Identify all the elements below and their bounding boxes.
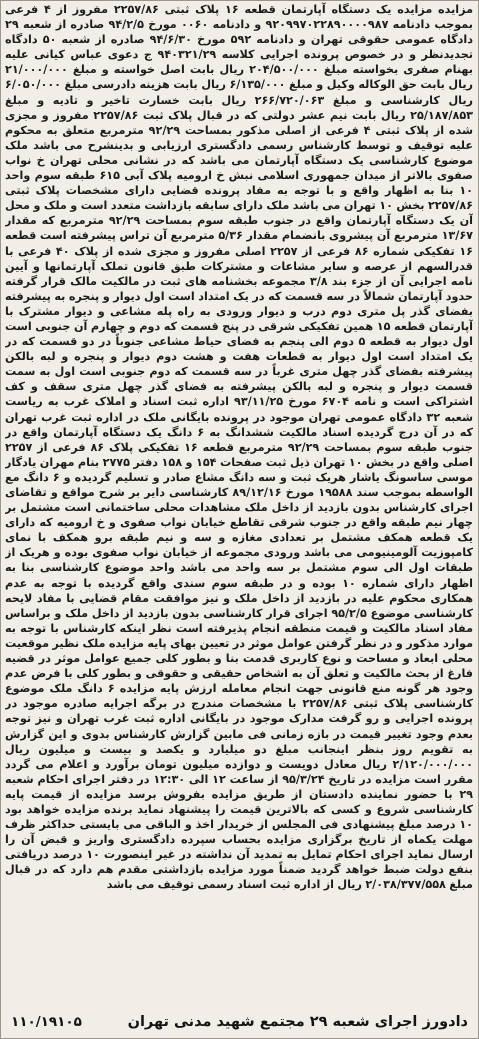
notice-footer xyxy=(1,1006,478,1038)
notice-code: ۱۱۰/۱۹۱۰۵ xyxy=(11,1014,82,1030)
notice-body: مزایده مزایده یک دستگاه آپارتمان قطعه ۱۶ پلاک ثبتی ۲۲۵۷/۸۶ مفروز از ۴ فرعی بموجب دادنامه ۹۲۰۹۹۷۰۲۲۸۹۰۰۰۰۹۸۷ و دادنامه ۰۰۶۰ مورخ ۹۴/۲/۵ صادره از شعبه ۲۹ دادگاه عمومی حقوقی تهران و دادنامه ۵۹۲ مورخ ۹۴/۶/۳۰ صادره از شعبه ۵۰ دادگاه تجدیدنظر و در خصوص پرونده اجرایی کلاسه ۹۴۰۳۲۱/۲۹ ج دعوی عباس کیانی علیه بهنام صفری بخواسته مبلغ ۲۰۴/۵۰۰/۰۰۰ ریال بابت اصل خواسته و مبلغ ۲۱/۰۰۰/۰۰۰ ریال بابت حق الوکاله وکیل و مبلغ ۶/۱۳۵/۰۰۰ ریال بابت هزینه دادرسی مبلغ ۶/۰۵۰/۰۰۰ ریال کارشناسی و مبلغ ۲۶۶/۷۲۰/۰۶۳ ریال بابت خسارت تاخیر و تادیه و مبلغ ۲۵/۱۸۷/۸۵۳ ریال بابت نیم عشر دولتی که در قبال پلاک ثبت ۲۲۵۷/۸۶ مفروز و مجزی شده از پلاک ثبتی ۴ فرعی از اصلی مذکور بمساحت ۹۲/۲۹ مترمربع متعلق به محکوم علیه توقیف و توسط کارشناس رسمی دادگستری ارزیابی و بدینشرح می باشد ملک موضوع کارشناسی یک دستگاه آپارتمان می باشد که در نشانی محلی تهران خ نواب صفوی بالاتر از میدان جمهوری اسلامی نبش خ ارومیه پلاک آبی ۶۱۵ طبقه سوم واحد ۱۰ بنا به اظهار واقع و با توجه به مفاد پرونده قضایی دارای مشخصات پلاک ثبتی ۲۲۵۷/۸۶ بخش ۱۰ تهران می باشد ملک دارای سابقه بازداشت متعدد است و ملک و محل آن یک دستگاه آپارتمان واقع در جنوب طبقه سوم بمساحت ۹۲/۲۹ مترمربع که مقدار ۱۳/۶۷ مترمربع آن پیشروی بانضمام مقدار ۵/۳۶ مترمربع آن تراس پیشرفته است قطعه ۱۶ تفکیکی شماره ۸۶ فرعی از ۲۲۵۷ اصلی مفروز و مجزی شده از پلاک ۴۰ فرعی با قدرالسهم از عرصه و سایر مشاعات و مشترکات طبق قانون تملک آپارتمانها و آیین نامه اجرایی آن از جزء بند ۳/۸ مجموعه بخشنامه های ثبت در مالکیت مالک قرار گرفته حدود آپارتمان شمالاً در سه قسمت که در یک امتداد است اول دیوار و پنجره به پیشرفته بفضای گذر پل متری دوم درب و دیوار ورودی به راه پله مشاعی و دیوار مشترک با آپارتمان قطعه ۱۵ همین تفکیکی شرقی در پنج قسمت که دوم و چهارم آن جنوبی است اول دیوار به قطعه ۵ دوم الی پنجم به فضای حیاط مشاعی جنوباً در دو قسمت که در یک امتداد است اول دیوار به قطعات هفت و هشت دوم دیوار و پنجره و لبه بالکن پیشرفته بفضای گذر چهل متری غرباً در سه قسمت که دوم جنوبی است اول به سمت قسمت دیوار و پنجره و لبه بالکن پیشرفته به فضای گذر چهل متری سقف و کف اشتراکی است و نامه ۶۷۰۴ مورخ ۹۳/۱۱/۲۵ اداره ثبت اسناد و املاک غرب به ریاست شعبه ۳۲ دادگاه عمومی تهران موجود در پرونده بایگانی ملک در اداره ثبت غرب تهران که در آن درج گردیده اسناد مالکیت ششدانگ به ۶ دانگ یک دستگاه آپارتمان واقع در جنوب طبقه سوم بمساحت ۹۲/۲۹ مترمربع قطعه ۱۶ تفکیکی پلاک ۸۶ فرعی از ۲۲۵۷ اصلی واقع در بخش ۱۰ تهران ذیل ثبت صفحات ۱۵۴ و ۱۵۸ دفتر ۲۷۷۵ بنام مهران یادگار موسی ساسونگ یاشار هریک ثبت و سه دانگ مشاع صادر و تسلیم گردیده و ۶ دانگ مع الواسطه بموجب سند ۱۹۵۸۸ مورخ ۸۹/۱۲/۱۶ کارشناسی دایر بر شرح مواقع و تقاضای اجرای کارشناس بدون بازدید از داخل ملک مشاهدات محلی ساختمانی است مشتمل بر چهار نیم طبقه واقع در جنوب شرقی تقاطع خیابان نواب صفوی و خ ارومیه که دارای یک قطعه همکف مشتمل بر تعدادی مغازه و سه و نیم طبقه برو همکف با نمای کامپوزیت آلومینیومی می باشد ورودی مجموعه از خیابان نواب صفوی بوده و هریک از طبقات اول الی سوم مشتمل بر سه واحد می باشد واحد موضوع کارشناسی بنا به اظهار دارای شماره ۱۰ بوده و در طبقه سوم سندی واقع گردیده با توجه به عدم همکاری محکوم علیه در بازدید از داخل ملک و نیز موافقت مقام قضایی با مفاد لایحه کارشناسی موضوع ۹۵/۲/۵ اجرای قرار کارشناسی بدون بازدید از داخل ملک و براساس مفاد اسناد مالکیت و قیمت منطقه انجام پذیرفته است نظر اینکه کارشناس با توجه به موارد مذکور و در نظر گرفتن عوامل موثر در تعیین بهای پایه مزایده ملک نظیر موقعیت محلی ابعاد و مساحت و نوع کاربری قدمت بنا و بطور کلی جمیع عوامل موثر در قضیه فارغ از بحث مالکیت و تعلق آن به اشخاص حقیقی و حقوقی و بطور کلی با فرض عدم وجود هر گونه منع قانونی جهت انجام معامله ارزش پایه مزایده ۶ دانگ ملک موضوع کارشناسی پلاک ثبتی ۲۲۵۷/۸۶ با مشخصات مندرج در برگه اجرایه صادره موجود در پرونده اجرایی و رو گرفت مدارک موجود در بایگانی اداره ثبت غرب تهران و نیز توجه بعدم وجود تغییر قیمت در بازه زمانی فی مابین گزارش کارشناس بدوی و این گزارش به تقویم روز بنظر اینجانب مبلغ دو میلیارد و یکصد و بیست و میلیون ریال ۲/۱۲۰/۰۰۰/۰۰۰ ریال معادل دویست و دوازده میلیون تومان برآورد و اعلام می گردد مقرر است مزایده در تاریخ ۹۵/۳/۲۴ از ساعت ۱۲ الی ۱۲:۳۰ در دفتر اجرای احکام شعبه ۲۹ با حضور نماینده دادستان از طریق مزایده بفروش برسد مزایده از قیمت پایه کارشناسی شروع و کسی که بالاترین قیمت را پیشنهاد نماید برنده مزایده خواهد بود ۱۰ درصد مبلغ پیشنهادی فی المجلس از خریدار اخذ و الباقی می بایستی حداکثر ظرف مهلت یکماه از تاریخ برگزاری مزایده بحساب سپرده دادگستری واریز و قبض آن را ارسال نماید اجرای احکام تمایل به تمدید آن نداشته در غیر اینصورت ۱۰ درصد دریافتی بنفع دولت ضبط خواهد گردید ضمناً مورد مزایده بازداشتی مقدم هم دارد که در قبال مبلغ ۲/۰۳۸/۳۷۷/۵۵۸ ریال از اداره ثبت اسناد رسمی توقیف می باشد xyxy=(5,3,473,892)
issuer-signature: دادورز اجرای شعبه ۲۹ مجتمع شهید مدنی تهران xyxy=(127,1014,468,1030)
